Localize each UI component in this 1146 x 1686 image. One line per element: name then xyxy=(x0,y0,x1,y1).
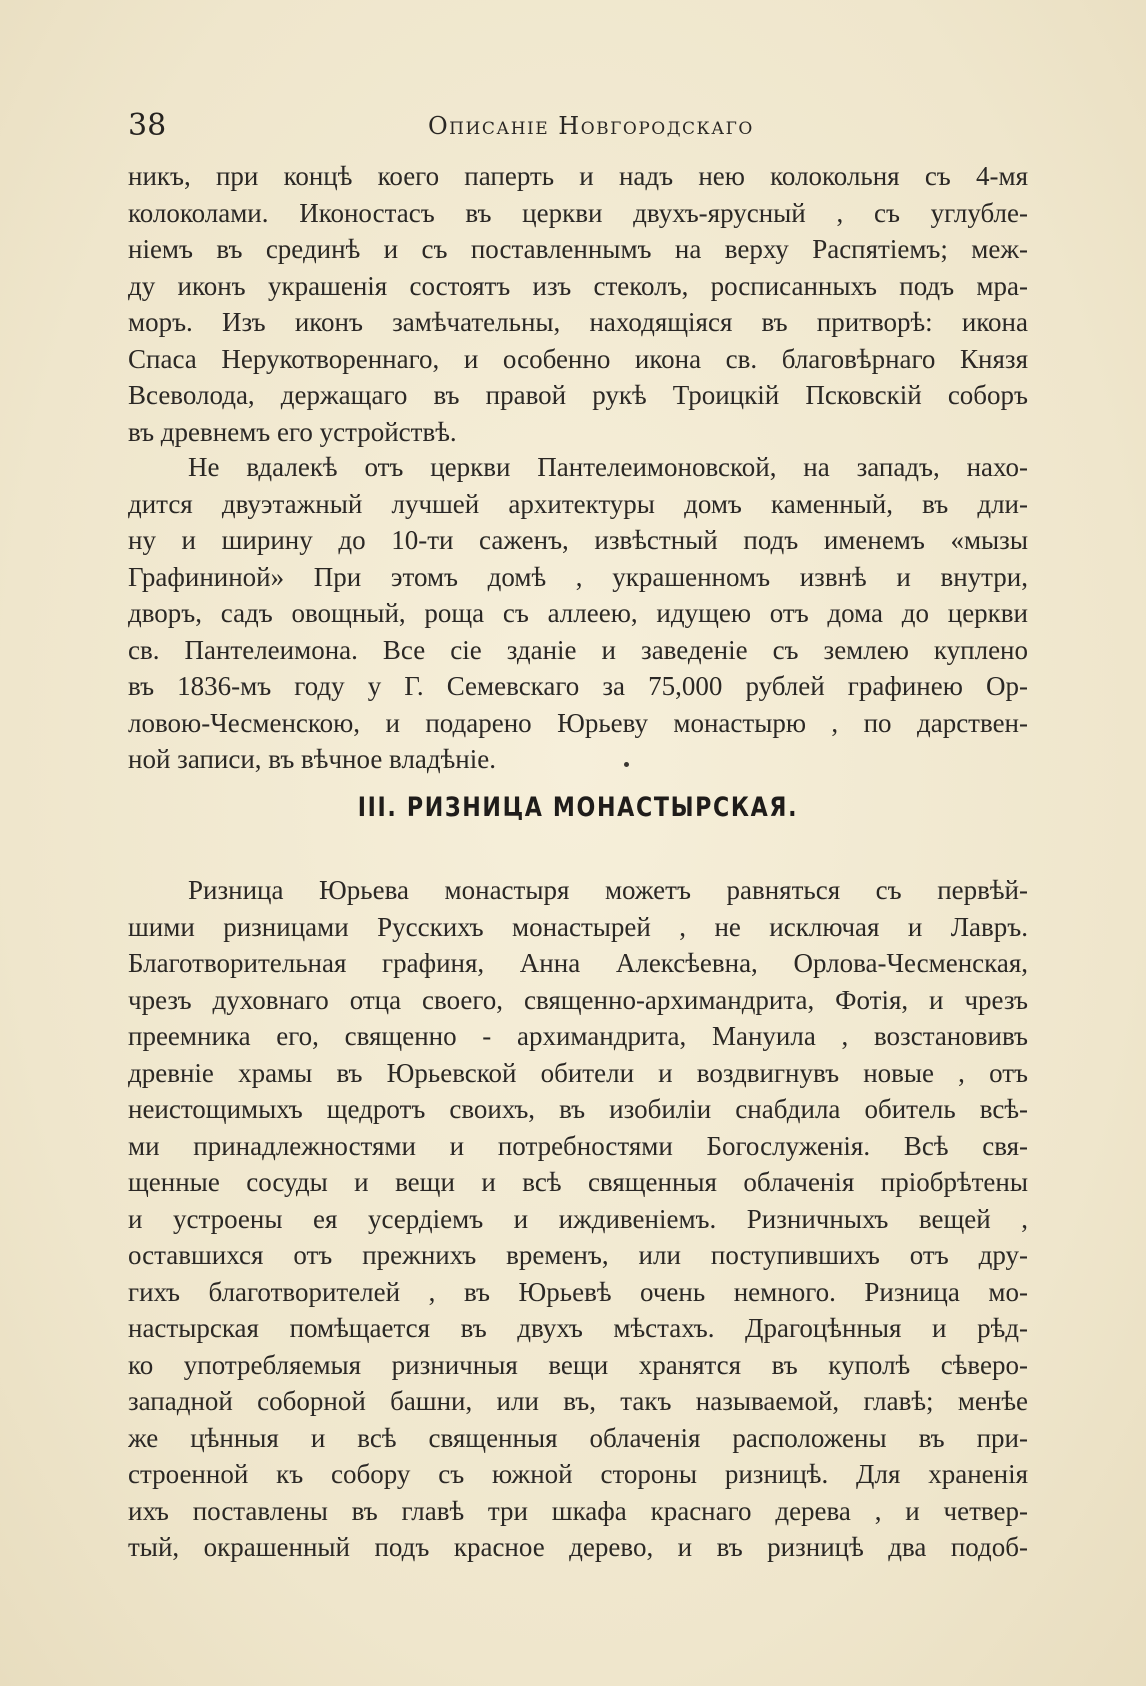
text-line: и устроены ея усердіемъ и иждивеніемъ. Ризничныхъ вещей , xyxy=(128,1203,1028,1234)
text-line: никъ, при концѣ коего паперть и надъ нею колокольня съ 4-мя xyxy=(128,161,1028,191)
text-line: въ 1836-мъ году у Г. Семевскаго за 75,000 рублей графинею Ор- xyxy=(128,671,1028,701)
text-line: Благотворительная графиня, Анна Алексѣевна, Орлова-Чесменская, xyxy=(128,948,1028,978)
text-line: ми принадлежностями и потребностями Богослуженія. Всѣ свя- xyxy=(128,1130,1028,1161)
text-line: западной соборной башни, или въ, такъ называемой, главѣ; менѣе xyxy=(128,1386,1028,1416)
text-line: древніе храмы въ Юрьевской обители и воздвигнувъ новые , отъ xyxy=(128,1057,1028,1088)
paragraph-3 xyxy=(128,872,1028,1566)
text-line: неистощимыхъ щедротъ своихъ, въ изобиліи снабдила обитель всѣ- xyxy=(128,1094,1028,1124)
text-line: настырская помѣщается въ двухъ мѣстахъ. Драгоцѣнныя и рѣд- xyxy=(128,1313,1028,1343)
text-line: ной записи, въ вѣчное владѣніе. xyxy=(128,744,496,774)
text-line: преемника его, священно - архимандрита, Мануила , возстановивъ xyxy=(128,1021,1028,1051)
text-line: Всеволода, держащаго въ правой рукѣ Троицкій Псковскій соборъ xyxy=(128,380,1028,410)
text-line: ловою-Чесменскою, и подарено Юрьеву монастырю , по дарствен- xyxy=(128,707,1028,738)
text-line: гихъ благотворителей , въ Юрьевѣ очень немного. Ризница мо- xyxy=(128,1276,1028,1307)
text-line: Графининой» При этомъ домѣ , украшенномъ извнѣ и внутри, xyxy=(128,561,1028,592)
paragraph-2 xyxy=(128,449,1028,778)
text-line: ніемъ въ срединѣ и съ поставленнымъ на верху Распятіемъ; меж- xyxy=(128,234,1028,264)
text-line: же цѣнныя и всѣ священныя облаченія расположены въ при- xyxy=(128,1422,1028,1453)
text-line: тый, окрашенный подъ красное дерево, и въ ризницѣ два подоб- xyxy=(128,1532,1028,1562)
page-number: 38 xyxy=(128,108,167,143)
text-line: Ризница Юрьева монастыря можетъ равняться съ первѣй- xyxy=(188,875,1028,905)
text-line: ихъ поставлены въ главѣ три шкафа краснаго дерева , и четвер- xyxy=(128,1495,1028,1526)
text-line: моръ. Изъ иконъ замѣчательны, находящіяся въ притворѣ: икона xyxy=(128,307,1028,337)
text-line: щенные сосуды и вещи и всѣ священныя облаченія пріобрѣтены xyxy=(128,1167,1028,1197)
text-line: дится двуэтажный лучшей архитектуры домъ каменный, въ дли- xyxy=(128,488,1028,519)
section-heading: III. РИЗНИЦА МОНАСТЫРСКАЯ. xyxy=(357,792,799,823)
text-line: ко употребляемыя ризничныя вещи хранятся въ куполѣ сѣверо- xyxy=(128,1349,1028,1380)
text-line: оставшихся отъ прежнихъ временъ, или поступившихъ отъ дру- xyxy=(128,1240,1028,1270)
paragraph-1 xyxy=(128,158,1028,450)
ink-dot xyxy=(624,762,629,767)
text-line: ну и ширину до 10-ти саженъ, извѣстный подъ именемъ «мызы xyxy=(128,525,1028,555)
text-line: Спаса Нерукотвореннаго, и особенно икона св. благовѣрнаго Князя xyxy=(128,343,1028,374)
text-line: чрезъ духовнаго отца своего, священно-архимандрита, Фотія, и чрезъ xyxy=(128,984,1028,1015)
text-line: шими ризницами Русскихъ монастырей , не исключая и Лавръ. xyxy=(128,911,1028,942)
text-line: Не вдалекѣ отъ церкви Пантелеимоновской, на западъ, нахо- xyxy=(188,452,1028,482)
running-title: Описаніе Новгородскаго xyxy=(428,112,754,140)
text-line: въ древнемъ его устройствѣ. xyxy=(128,416,457,447)
text-line: св. Пантелеимона. Все сіе зданіе и заведеніе съ землею куплено xyxy=(128,634,1028,665)
text-line: ду иконъ украшенія состоятъ изъ стеколъ, росписанныхъ подъ мра- xyxy=(128,270,1028,301)
page-header xyxy=(128,108,1018,148)
text-line: дворъ, садъ овощный, роща съ аллеею, идущею отъ дома до церкви xyxy=(128,598,1028,628)
text-line: колоколами. Иконостасъ въ церкви двухъ-ярусный , съ углубле- xyxy=(128,197,1028,228)
text-line: строенной къ собору съ южной стороны ризницѣ. Для храненія xyxy=(128,1459,1028,1489)
